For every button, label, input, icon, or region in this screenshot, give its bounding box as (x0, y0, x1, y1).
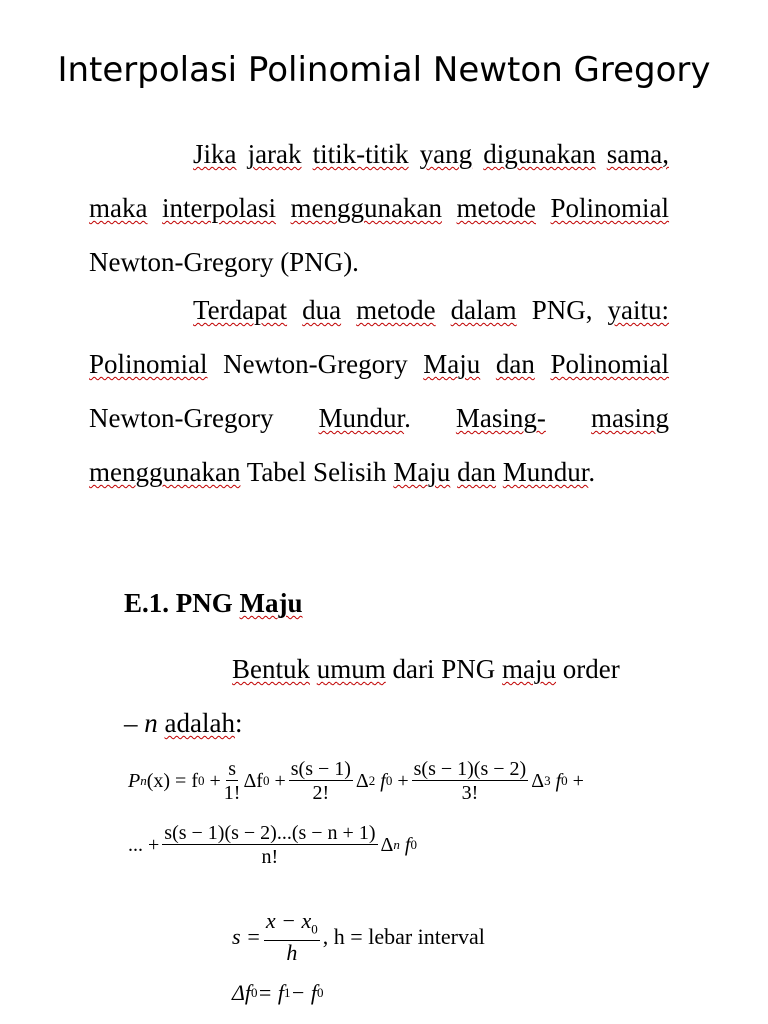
math-symbol: 0 (197, 773, 205, 788)
word: Polinomial (550, 349, 670, 379)
formula-line-1 (128, 758, 584, 804)
word: Tabel (246, 457, 307, 487)
fraction (162, 822, 377, 868)
math-op: + (209, 769, 221, 792)
word: dalam (450, 295, 517, 325)
math-symbol: 3 (544, 773, 551, 788)
math-text: , h = lebar interval (322, 924, 485, 950)
word: dari (392, 654, 435, 684)
s-definition (232, 910, 485, 964)
word: jarak (247, 139, 302, 169)
math-op: + (397, 769, 409, 792)
math-text: ... + (128, 833, 160, 856)
word: masing (591, 403, 669, 433)
word: metode (356, 295, 436, 325)
math-text: s = (232, 924, 261, 950)
fraction (224, 758, 241, 804)
math-symbol: h (286, 940, 298, 966)
math-text: Δf (232, 980, 252, 1005)
word: : (234, 708, 243, 738)
section-heading (124, 588, 303, 619)
math-op: + (274, 769, 286, 792)
word: Newton-Gregory (223, 349, 408, 379)
word: interpolasi (162, 193, 276, 223)
word: dua (302, 295, 342, 325)
word: Mundur (502, 457, 589, 487)
math-symbol: 1 (284, 985, 291, 1000)
word: – n (124, 708, 158, 738)
math-text: = f (257, 980, 284, 1005)
math-text: Δ (380, 833, 394, 856)
word: yang (419, 139, 473, 169)
math-symbol: f (380, 769, 386, 792)
fraction-numerator: s(s − 1)(s − 2)...(s − n + 1) (164, 822, 376, 844)
slide-title: Interpolasi Polinomial Newton Gregory (57, 50, 711, 90)
word: PNG (441, 654, 496, 684)
fraction-numerator: s(s − 1)(s − 2) (413, 758, 527, 780)
paragraph-1 (89, 127, 669, 289)
heading-word: Maju (239, 588, 303, 618)
fraction-numerator: s (228, 758, 236, 780)
heading-prefix: E.1. PNG (124, 588, 233, 618)
fraction-denominator (286, 941, 297, 964)
math-symbol: 0 (385, 773, 393, 788)
word: Maju (423, 349, 481, 379)
word: Terdapat (193, 295, 288, 325)
word: Masing- (455, 403, 546, 433)
math-symbol: 0 (311, 921, 318, 937)
math-symbol: P (128, 769, 141, 792)
word: metode (456, 193, 536, 223)
word: sama, maka (89, 139, 669, 223)
word: Selisih (313, 457, 387, 487)
math-symbol: 0 (316, 985, 324, 1000)
fraction-denominator: 2! (312, 782, 330, 804)
math-symbol: 2 (368, 773, 376, 788)
word: Jika (193, 139, 237, 169)
word: Newton-Gregory (89, 403, 274, 433)
word: Mundur (318, 403, 405, 433)
math-text: Δ (531, 769, 545, 792)
math-symbol: f (404, 833, 411, 856)
math-text: Δ (355, 769, 369, 792)
math-text: (x) = f (146, 769, 198, 792)
word: Maju (393, 457, 451, 487)
fraction (412, 758, 529, 804)
math-symbol: 0 (561, 773, 568, 788)
delta-definition (232, 980, 323, 1006)
formula-line-2 (128, 822, 417, 868)
word: Bentuk (232, 654, 310, 684)
word: maju (502, 654, 557, 684)
fraction (264, 910, 320, 964)
paragraph-2 (89, 283, 669, 499)
fraction-denominator: n! (261, 846, 279, 868)
fraction-denominator: 1! (223, 782, 241, 804)
fraction-numerator (264, 910, 320, 941)
word: . (588, 457, 596, 487)
word: order (562, 654, 620, 684)
math-op: + (572, 769, 584, 792)
word: digunakan (483, 139, 596, 169)
math-text: x − x (265, 908, 312, 933)
word: Polinomial (89, 349, 208, 379)
math-symbol: 0 (262, 773, 270, 788)
word: dan (495, 349, 535, 379)
word: dan (457, 457, 497, 487)
word: menggunakan (89, 457, 241, 487)
fraction (289, 758, 353, 804)
fraction-denominator: 3! (461, 782, 479, 804)
math-symbol: f (555, 769, 562, 792)
word: . (404, 403, 411, 433)
section-intro (124, 642, 724, 750)
word: menggunakan (290, 193, 442, 223)
word: yaitu: (607, 295, 670, 325)
word: titik-titik (312, 139, 409, 169)
math-symbol: n (140, 773, 147, 788)
math-text: Δf (243, 769, 263, 792)
math-symbol: 0 (410, 837, 417, 852)
word: umum (316, 654, 386, 684)
math-symbol: 0 (251, 985, 258, 1000)
math-symbol: n (393, 837, 400, 852)
word: PNG, (531, 295, 593, 325)
word: adalah (164, 708, 235, 738)
word: Newton-Gregory (PNG). (89, 247, 359, 277)
math-text: − f (290, 980, 317, 1005)
fraction-numerator: s(s − 1) (290, 758, 351, 780)
word: Polinomial (550, 193, 670, 223)
